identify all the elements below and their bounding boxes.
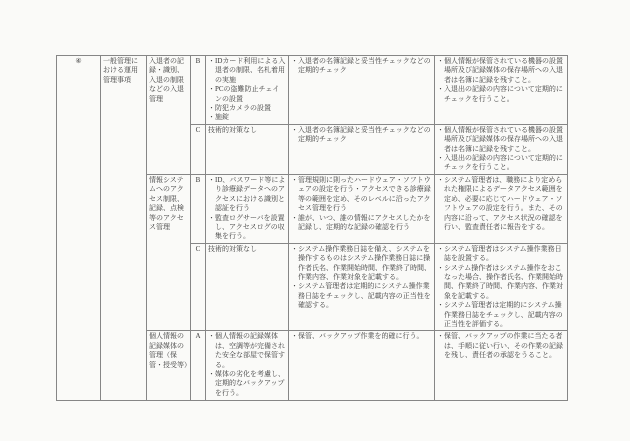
bullet-item: ・システム管理者は定期的にシステム操作業務日誌をチェックし、記載内容の正当性を確認する。 xyxy=(291,282,431,310)
bullet-item: ・保管、バックアップ作業を的確に行う。 xyxy=(291,332,424,341)
grade-label: B xyxy=(195,57,201,65)
grade-cell xyxy=(191,56,206,125)
bullet-item: ・媒体の劣化を考慮し、定期的なバックアップを行う。 xyxy=(208,370,285,397)
bullet-item: ・ID、パスワード等により診療録データへのアクセスにおける識別と認証を行う xyxy=(208,175,286,213)
operation-rule-cell xyxy=(435,174,568,243)
grade-label: A xyxy=(195,332,201,341)
bullet-item: ・入退出の記録の内容について定期的にチェックを行うこと。 xyxy=(437,85,563,103)
measures-cell xyxy=(206,331,289,401)
bullet-item: ・誰が、いつ、誰の情報にアクセスしたかを記録し、定期的な記録の確認を行う xyxy=(291,213,431,231)
bullet-item: ・システム管理者は定期的にシステム操作業務日誌をチェックし、記載内容の正当性を評価する。 xyxy=(437,301,563,328)
grade-label: C xyxy=(195,244,201,253)
bullet-item: ・個人情報の記録媒体は、空調等が完備された安全な部屋で保管する。 xyxy=(208,332,285,369)
check-cell xyxy=(289,56,435,125)
category-cell xyxy=(101,56,147,401)
grade-cell xyxy=(191,243,206,331)
item-cell-entry-management xyxy=(147,56,191,175)
item-cell-access-management xyxy=(147,174,191,331)
measures-cell xyxy=(206,124,289,174)
item-cell-media-management xyxy=(147,331,191,401)
plain-item: 技術的対策なし xyxy=(208,125,257,134)
bullet-item: ・入退者の名簿記録と妥当性チェックなどの定期的チェック xyxy=(291,57,431,75)
operation-rule-cell xyxy=(435,243,568,331)
item-label: 情報システムへのアクセス制限、記録、点検等のアクセス管理 xyxy=(149,175,184,231)
group-number-cell xyxy=(57,56,101,401)
measures-cell xyxy=(206,56,289,125)
operation-rule-cell xyxy=(435,56,568,125)
bullet-item: ・防犯カメラの設置 xyxy=(208,104,271,113)
plain-item: 技術的対策なし xyxy=(208,244,257,253)
bullet-item: ・監査ログサーバを設置し、アクセスログの収集を行う。 xyxy=(208,213,285,241)
operation-rule-cell xyxy=(435,124,568,174)
grade-label: B xyxy=(195,175,201,184)
check-cell xyxy=(289,331,435,401)
group-number: ④ xyxy=(75,57,82,65)
bullet-item: ・IDカード利用による入退者の制限、名札着用の実施 xyxy=(208,57,286,84)
item-label: 個人情報の記録媒体の管理（保管・授受等） xyxy=(149,332,191,369)
bullet-item: ・施錠 xyxy=(208,113,229,122)
item-label: 入退者の記録・識別、入退の制限などの入退管理 xyxy=(149,57,184,103)
operation-rule-cell xyxy=(435,331,568,401)
measures-cell xyxy=(206,174,289,243)
grade-label: C xyxy=(195,125,201,134)
bullet-item: ・PCの盗難防止チェインの設置 xyxy=(208,85,280,103)
bullet-item: ・個人情報が保管されている機器の設置場所及び記録媒体の保存場所への入退者は名簿に記録を残すこと。 xyxy=(437,57,563,84)
grade-cell xyxy=(191,124,206,174)
check-cell xyxy=(289,174,435,243)
bullet-item: ・入退者の名簿記録と妥当性チェックなどの定期的チェック xyxy=(291,125,431,144)
bullet-item: ・保管、バックアップの作業に当たる者は、手順に従い行い、その作業の記録を残し、責任者の承認をうること。 xyxy=(437,332,563,360)
bullet-item: ・システム管理者はシステム操作業務日誌を設置する。 xyxy=(437,244,562,263)
category-label: 一般管理における運用管理事項 xyxy=(103,57,138,84)
check-cell xyxy=(289,243,435,331)
grade-cell xyxy=(191,331,206,401)
table-row xyxy=(57,56,568,125)
bullet-item: ・管理規則に則ったハードウェア・ソフトウェアの設定を行う・アクセスできる診療録等の範囲を定め、そのレベルに沿ったアクセス管理を行う xyxy=(291,175,431,213)
bullet-item: ・システム管理者は、職務により定められた権限によるデータアクセス範囲を定め、必要に応じてハードウェア・ソフトウェアの設定を行う。また、その内容に沿って、アクセス状況の確認を行い、監査責任者に報告をする。 xyxy=(437,175,563,231)
grade-cell xyxy=(191,174,206,243)
bullet-item: ・システム操作者はシステム操作をおこなった場合、操作者氏名、作業開始時間、作業終了時間、作業内容、作業対象を記載する。 xyxy=(437,263,563,300)
measures-cell xyxy=(206,243,289,331)
bullet-item: ・入退出の記録の内容について定期的にチェックを行うこと。 xyxy=(437,154,563,172)
check-cell xyxy=(289,124,435,174)
bullet-item: ・個人情報が保管されている機器の設置場所及び記録媒体の保存場所への入退者は名簿に記録を残すこと。 xyxy=(437,125,563,153)
management-measures-table xyxy=(56,55,568,401)
bullet-item: ・システム操作業務日誌を備え、システムを操作するものはシステム操作業務日誌に操作者氏名、作業開始時間、作業終了時間、作業内容、作業対象を記載する。 xyxy=(291,244,431,281)
